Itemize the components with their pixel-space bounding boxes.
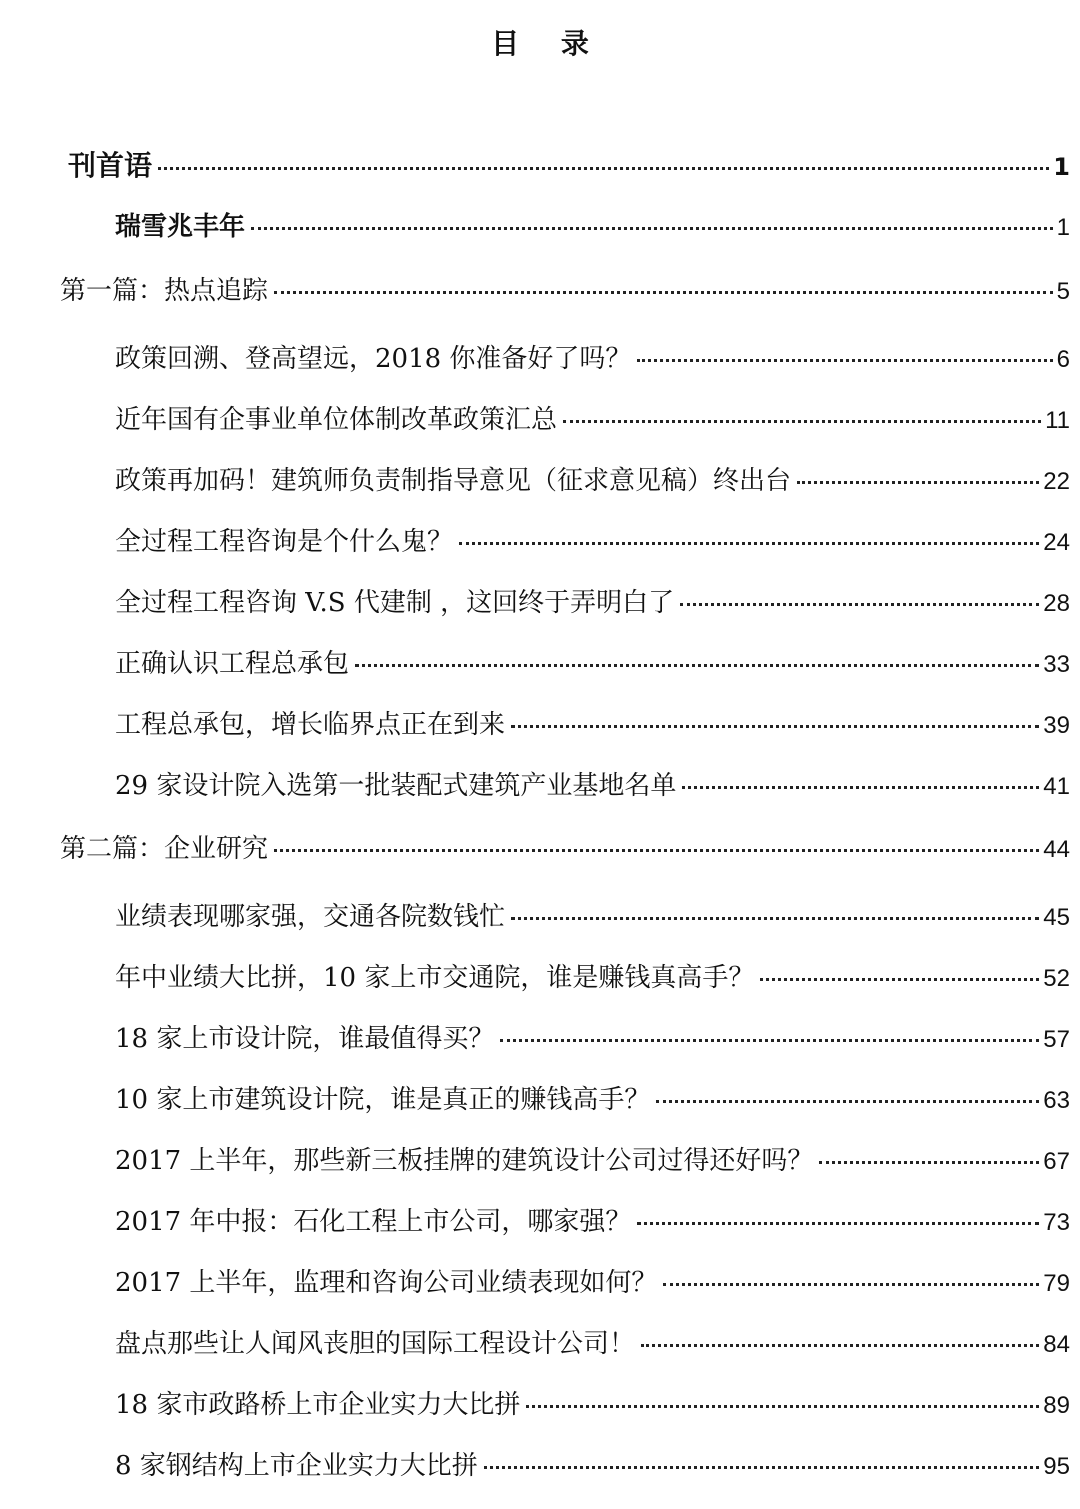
toc-entry-label: 2017 上半年，监理和咨询公司业绩表现如何？ <box>115 1268 658 1298</box>
toc-entry-label: 第一篇：热点追踪 <box>60 276 269 306</box>
toc-entry-label: 瑞雪兆丰年 <box>115 212 246 242</box>
toc-entry-sub[interactable] <box>115 207 1070 248</box>
dot-leader <box>680 603 1039 606</box>
toc-entry-label: 政策再加码！建筑师负责制指导意见（征求意见稿）终出台 <box>115 466 792 496</box>
toc-entry-label: 年中业绩大比拼，10 家上市交通院，谁是赚钱真高手？ <box>115 963 755 993</box>
toc-entry-page: 57 <box>1043 1026 1070 1053</box>
dot-leader <box>251 227 1053 230</box>
toc-entry-label: 工程总承包，增长临界点正在到来 <box>115 710 506 740</box>
toc-entry-article[interactable] <box>115 958 1070 999</box>
toc-entry-page: 52 <box>1043 965 1070 992</box>
toc-entry-article[interactable] <box>115 766 1070 807</box>
toc-entry-foreword[interactable] <box>68 146 1070 187</box>
toc-entry-article[interactable] <box>115 1019 1070 1060</box>
toc-entry-article[interactable] <box>115 461 1070 502</box>
toc-entry-page: 39 <box>1043 712 1070 739</box>
toc-entry-page: 24 <box>1043 529 1070 556</box>
toc-entry-article[interactable] <box>115 1141 1070 1182</box>
dot-leader <box>158 167 1049 170</box>
toc-entry-label: 盘点那些让人闻风丧胆的国际工程设计公司！ <box>115 1329 636 1359</box>
toc-entry-label: 政策回溯、登高望远，2018 你准备好了吗？ <box>115 344 632 374</box>
toc-entry-article[interactable] <box>115 583 1070 624</box>
toc-entry-label: 全过程工程咨询是个什么鬼？ <box>115 527 454 557</box>
toc-entry-article[interactable] <box>115 897 1070 938</box>
toc-entry-label: 2017 上半年，那些新三板挂牌的建筑设计公司过得还好吗？ <box>115 1146 814 1176</box>
dot-leader <box>682 786 1039 789</box>
toc-entry-page: 33 <box>1043 651 1070 678</box>
toc-entry-label: 正确认识工程总承包 <box>115 649 350 679</box>
toc-entry-part-1[interactable] <box>60 271 1070 312</box>
toc-entry-page: 89 <box>1043 1392 1070 1419</box>
toc-entry-label: 近年国有企事业单位体制改革政策汇总 <box>115 405 558 435</box>
dot-leader <box>797 481 1039 484</box>
toc-entry-label: 刊首语 <box>68 149 153 182</box>
toc-entry-article[interactable] <box>115 705 1070 746</box>
toc-entry-label: 第二篇：企业研究 <box>60 834 269 864</box>
toc-entry-label: 18 家上市设计院，谁最值得买？ <box>115 1024 495 1054</box>
dot-leader <box>484 1466 1039 1469</box>
dot-leader <box>641 1344 1039 1347</box>
toc-entry-page: 41 <box>1043 773 1070 800</box>
dot-leader <box>656 1100 1039 1103</box>
dot-leader <box>459 542 1039 545</box>
toc-entry-page: 95 <box>1043 1453 1070 1480</box>
toc-entry-article[interactable] <box>115 1385 1070 1426</box>
toc-entry-page: 79 <box>1043 1270 1070 1297</box>
toc-entry-label: 8 家钢结构上市企业实力大比拼 <box>115 1451 478 1481</box>
toc-entry-article[interactable] <box>115 522 1070 563</box>
toc-entry-page: 1 <box>1056 214 1070 241</box>
toc-entry-label: 2017 年中报：石化工程上市公司，哪家强？ <box>115 1207 632 1237</box>
toc-entry-label: 10 家上市建筑设计院，谁是真正的赚钱高手？ <box>115 1085 651 1115</box>
toc-entry-label: 29 家设计院入选第一批装配式建筑产业基地名单 <box>115 771 677 801</box>
toc-entry-page: 5 <box>1056 278 1070 305</box>
toc-entry-article[interactable] <box>115 1263 1070 1304</box>
toc-entry-article[interactable] <box>115 644 1070 685</box>
toc-entry-part-2[interactable] <box>60 829 1070 870</box>
dot-leader <box>355 664 1039 667</box>
toc-entry-page: 45 <box>1043 904 1070 931</box>
toc-entry-page: 84 <box>1043 1331 1070 1358</box>
dot-leader <box>274 849 1039 852</box>
toc-entry-page: 44 <box>1043 836 1070 863</box>
toc-entry-article[interactable] <box>115 1080 1070 1121</box>
toc-entry-page: 22 <box>1043 468 1070 495</box>
toc-entry-label: 全过程工程咨询 V.S 代建制 ，这回终于弄明白了 <box>115 588 675 618</box>
toc-entry-article[interactable] <box>115 400 1070 441</box>
dot-leader <box>511 725 1039 728</box>
dot-leader <box>500 1039 1039 1042</box>
dot-leader <box>663 1283 1039 1286</box>
toc-entry-page: 11 <box>1045 407 1070 434</box>
toc-entry-page: 28 <box>1043 590 1070 617</box>
dot-leader <box>637 1222 1039 1225</box>
toc-entry-page: 73 <box>1043 1209 1070 1236</box>
dot-leader <box>563 420 1041 423</box>
dot-leader <box>526 1405 1039 1408</box>
toc-entry-page: 67 <box>1043 1148 1070 1175</box>
toc-entry-label: 18 家市政路桥上市企业实力大比拼 <box>115 1390 521 1420</box>
dot-leader <box>511 917 1039 920</box>
toc-entry-page: 1 <box>1053 153 1070 181</box>
dot-leader <box>274 291 1053 294</box>
toc-entry-page: 6 <box>1056 346 1070 373</box>
toc-entry-article[interactable] <box>115 339 1070 380</box>
dot-leader <box>637 359 1052 362</box>
toc-entry-article[interactable] <box>115 1446 1070 1487</box>
toc-entry-article[interactable] <box>115 1324 1070 1365</box>
toc-entry-article[interactable] <box>115 1202 1070 1243</box>
dot-leader <box>819 1161 1039 1164</box>
dot-leader <box>760 978 1039 981</box>
toc-entry-label: 业绩表现哪家强，交通各院数钱忙 <box>115 902 506 932</box>
page-title: 目 录 <box>491 27 605 60</box>
toc-entry-page: 63 <box>1043 1087 1070 1114</box>
